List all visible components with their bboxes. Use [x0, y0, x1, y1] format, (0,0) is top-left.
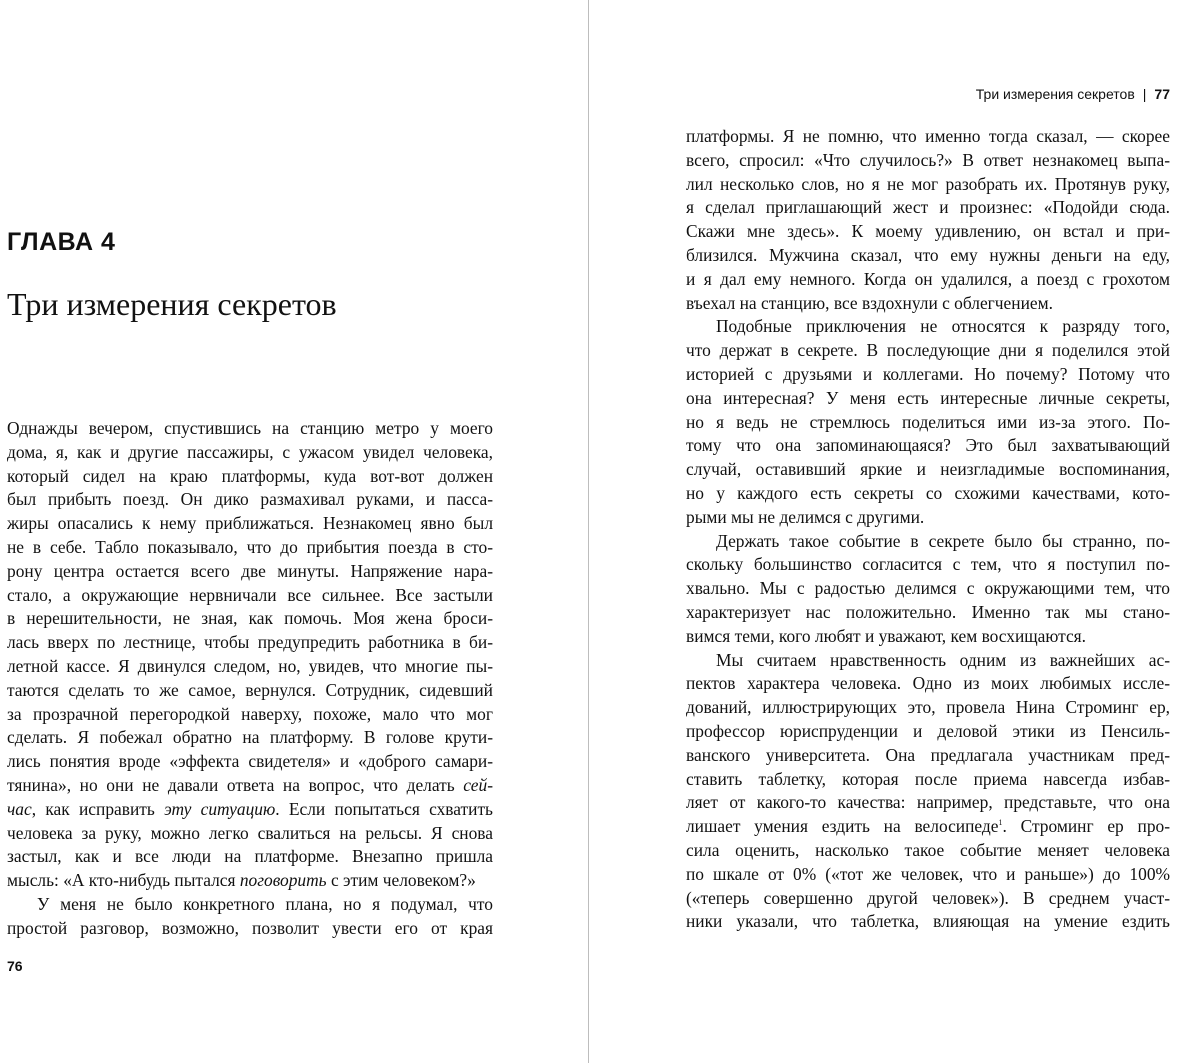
running-head-title: Три измерения секретов [975, 86, 1135, 102]
text-line: У меня не было конкретного плана, но я подумал, что [37, 893, 493, 914]
text-line: случай, оставивший яркие и неизгладимые воспоминания, [686, 459, 1170, 480]
text-line: характеризует нас положительно. Именно так мы стано- [686, 601, 1170, 622]
text-line: платформы. Я не помню, что именно тогда сказал, — скорее [686, 126, 1170, 146]
text-line: лил несколько слов, но я не мог разобрать их. Протянув руку, [686, 173, 1170, 194]
text-line: за прозрачной перегородкой наверху, похоже, мало что мог [7, 703, 493, 724]
text-line: Скажи мне здесь». К моему удивлению, он встал и при- [686, 221, 1170, 242]
text-line: час, как исправить эту ситуацию. Если попытаться схватить [7, 798, 493, 819]
running-head [976, 86, 1170, 102]
text-line: сила оценить, насколько такое событие меняет человека [686, 839, 1170, 860]
text-line: рыми мы не делимся с другими. [686, 506, 925, 527]
text-line: в нерешительности, не зная, как помочь. Моя жена броси- [7, 608, 493, 629]
chapter-title: Три измерения секретов [7, 286, 337, 322]
text-line: Мы считаем нравственность одним из важнейших ас- [716, 649, 1170, 670]
text-line: рону центра остается всего две минуты. Напряжение нара- [7, 560, 493, 581]
text-line: Подобные приключения не относятся к разряду того, [716, 316, 1170, 337]
text-line: профессор юриспруденции и деловой этики из Пенсиль- [686, 720, 1170, 741]
text-line: хвально. Мы с радостью делимся с окружающими тем, что [686, 578, 1170, 599]
text-line: я сделал приглашающий жест и произнес: «Подойди сюда. [686, 197, 1170, 218]
text-line: Однажды вечером, спустившись на станцию метро у моего [7, 418, 493, 438]
text-line: пектов характера человека. Одно из моих любимых иссле- [686, 673, 1170, 694]
text-line: что держат в секрете. В последующие дни я поделился этой [686, 340, 1170, 361]
text-line: лишает умения ездить на велосипеде$^1$. Строминг ер про- [686, 816, 1171, 837]
chapter-label: ГЛАВА 4 [7, 228, 116, 256]
text-line: дома, я, как и другие пассажиры, с ужасом увидел человека, [7, 441, 493, 462]
text-line: историей с друзьями и коллегами. Но почему? Потому что [686, 363, 1170, 384]
text-line: дований, иллюстрирующих это, провела Нина Строминг ер, [686, 697, 1170, 718]
text-line: застыл, как и все люди на платформе. Внезапно пришла [7, 846, 493, 867]
text-line: тому что она запоминающаяся? Это был захватывающий [686, 435, 1170, 456]
text-line: ванского университета. Она предлагала участникам пред- [686, 744, 1170, 765]
text-line: ляет от какого-то качества: например, представьте, что она [686, 792, 1170, 813]
text-line: таются сделать то же самое, вернулся. Сотрудник, сидевший [7, 679, 493, 700]
text-line: тянина», но они не давали ответа на вопрос, что делать сей- [7, 774, 493, 795]
text-line: («теперь совершенно другой человек»). В среднем участ- [686, 887, 1170, 908]
text-line: жиры опасались к нему приближаться. Незнакомец явно был [7, 513, 493, 534]
running-head-separator: | [1142, 86, 1147, 102]
left-body-text [7, 417, 493, 941]
text-line: который сидел на краю платформы, куда вот-вот должен [7, 465, 493, 486]
page-gutter [588, 0, 589, 1063]
text-line: всего, спросил: «Что случилось?» В ответ незнакомец выпа- [686, 149, 1170, 170]
text-line: но я ведь не стремлюсь поделиться ими из-за этого. По- [686, 411, 1170, 432]
text-line: скольку большинство согласится с тем, что я поступил по- [686, 554, 1170, 575]
text-line: ставить таблетку, которая после приема навсегда избав- [686, 768, 1170, 789]
text-line: летной кассе. Я двинулся следом, но, увидев, что многие пы- [7, 655, 493, 676]
page-number-right: 77 [1154, 86, 1170, 102]
text-line: лась вверх по лестнице, чтобы предупредить работника в би- [7, 632, 493, 653]
text-line: и я дал ему немного. Когда он удалился, а поезд с грохотом [686, 268, 1170, 289]
text-line: мысль: «А кто-нибудь пытался поговорить с этим человеком?» [7, 870, 476, 891]
text-line: лись понятия вроде «эффекта свидетеля» и «доброго самари- [7, 751, 493, 772]
text-line: ники указали, что таблетка, влияющая на умение ездить [686, 911, 1170, 932]
right-body-text [686, 125, 1170, 934]
text-line: по шкале от 0% («тот же человек, что и раньше») до 100% [686, 863, 1170, 884]
text-line: не в себе. Табло показывало, что до прибытия поезда в сто- [7, 536, 493, 557]
text-line: Держать такое событие в секрете было бы странно, по- [716, 530, 1170, 551]
text-line: человека за руку, можно легко свалиться на рельсы. Я снова [7, 822, 493, 843]
text-line: въехал на станцию, все вздохнули с облегчением. [686, 292, 1053, 313]
text-line: вимся теми, кого любят и уважают, кем восхищаются. [686, 625, 1087, 646]
page-number-left: 76 [7, 958, 23, 974]
text-line: сделать. Я побежал обратно на платформу. В голове крути- [7, 727, 493, 748]
text-line: но у каждого есть секреты со схожими качествами, кото- [686, 482, 1170, 503]
text-line: был прибыть поезд. Он дико размахивал руками, и пасса- [7, 489, 493, 510]
text-line: близился. Мужчина сказал, что ему нужны деньги на еду, [686, 244, 1170, 265]
text-line: стало, а окружающие нервничали все сильнее. Все застыли [7, 584, 493, 605]
text-line: она интересная? У меня есть интересные личные секреты, [686, 387, 1170, 408]
text-line: простой разговор, возможно, позволит увести его от края [7, 917, 493, 938]
